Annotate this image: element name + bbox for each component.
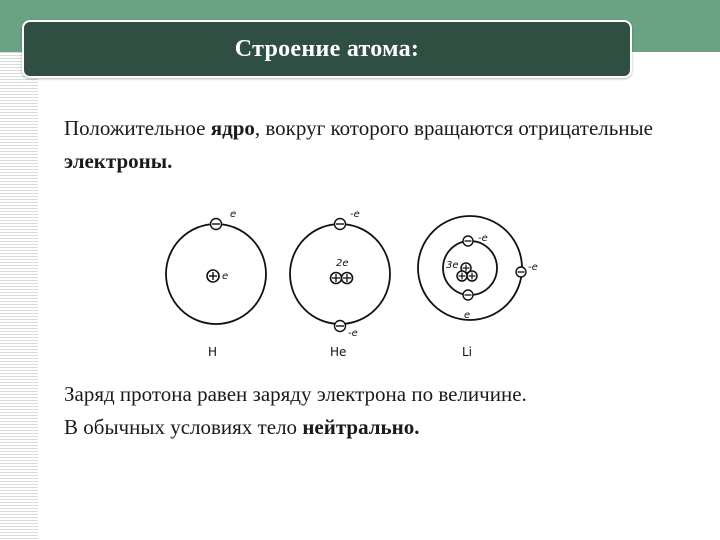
outro-line-1: Заряд протона равен заряду электрона по величине.: [64, 382, 527, 406]
he-electron-bottom: [335, 321, 346, 332]
outro-paragraph: [64, 378, 714, 444]
he-nucleus: [331, 273, 353, 284]
intro-text-2: , вокруг которого вращаются отрицательные: [254, 116, 653, 140]
li-electron-outer: [516, 267, 526, 277]
h-electron-label: e: [230, 209, 237, 220]
intro-text-1: Положительное: [64, 116, 211, 140]
atom-diagram: [150, 196, 570, 366]
li-electron-outer-label: -e: [528, 262, 538, 273]
he-electron-bottom-label: -e: [348, 328, 358, 339]
side-stripes: [0, 52, 38, 540]
li-electron-inner-bottom-label: e: [464, 310, 471, 321]
intro-paragraph: [64, 112, 704, 178]
li-nucleus: [457, 263, 477, 281]
he-electron-top-label: -e: [350, 209, 360, 220]
he-electron-top: [335, 219, 346, 230]
li-atom-label: Li: [462, 345, 473, 359]
h-nucleus: [207, 270, 219, 282]
he-atom-label: He: [330, 345, 347, 359]
li-electron-inner-bottom: [463, 290, 473, 300]
outro-line-2: В обычных условиях тело: [64, 415, 303, 439]
li-electron-inner-top: [463, 236, 473, 246]
title-bar: [22, 20, 632, 78]
outro-bold-neutral: нейтрально.: [302, 415, 420, 439]
li-nucleus-label: 3e: [446, 260, 459, 271]
he-nucleus-label: 2e: [336, 258, 349, 269]
h-atom-label: H: [208, 345, 218, 359]
h-nucleus-label: e: [222, 271, 229, 282]
intro-bold-electrons: электроны.: [64, 149, 173, 173]
li-electron-inner-top-label: -e: [478, 233, 488, 244]
slide-title: Строение атома:: [234, 35, 420, 62]
intro-bold-nucleus: ядро: [210, 116, 255, 140]
h-electron: [211, 219, 222, 230]
